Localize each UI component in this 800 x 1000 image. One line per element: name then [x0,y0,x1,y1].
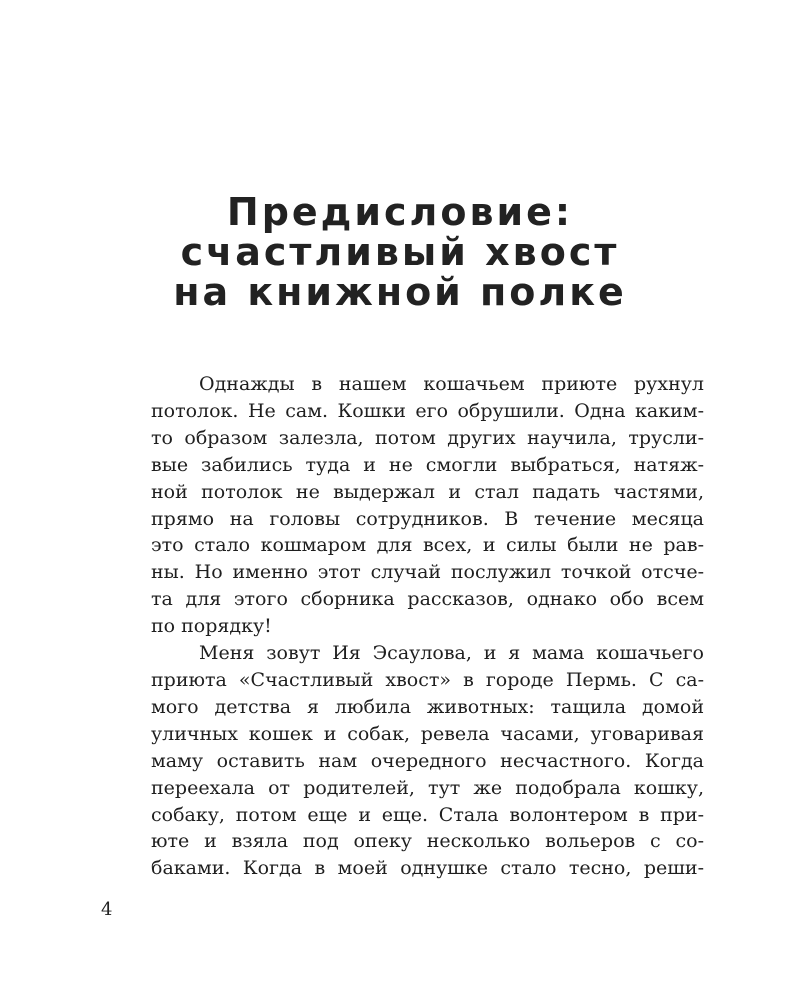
text-line: вые забились туда и не смогли выбраться, натяж- [151,453,704,476]
text-line: ной потолок не выдержал и стал падать частями, [151,480,704,503]
text-line: Однажды в нашем кошачьем приюте рухнул [199,373,704,395]
text-line: то образом залезла, потом других научила, трусли- [151,426,704,449]
paragraph-1 [151,371,704,640]
chapter-title [0,192,800,312]
chapter-title-line-1: Предисловие: [226,190,574,234]
text-line: юте и взяла под опеку несколько вольеров с со- [151,830,704,853]
paragraph-2 [151,640,704,882]
page-number: 4 [101,899,113,920]
text-line: маму оставить нам очередного несчастного. Когда [151,749,704,772]
text-line: потолок. Не сам. Кошки его обрушили. Одна каким- [151,399,704,422]
chapter-title-line-3: на книжной полке [173,270,627,314]
text-line: мого детства я любила животных: тащила домой [151,695,704,718]
text-line: переехала от родителей, тут же подобрала кошку, [151,776,704,799]
text-line: приюта «Счастливый хвост» в городе Пермь. С са- [151,668,704,691]
chapter-title-line-2: счастливый хвост [180,230,620,274]
text-line: та для этого сборника рассказов, однако обо всем [151,588,704,611]
text-line: баками. Когда в моей однушке стало тесно, реши- [151,857,704,880]
text-line: по порядку! [151,615,272,638]
body-text [151,371,704,882]
text-line: собаку, потом еще и еще. Стала волонтером в при- [151,803,704,826]
text-line: Меня зовут Ия Эсаулова, и я мама кошачьего [199,642,704,665]
text-line: ны. Но именно этот случай послужил точкой отсче- [151,561,704,584]
text-line: уличных кошек и собак, ревела часами, уговаривая [151,722,704,745]
text-line: это стало кошмаром для всех, и силы были не рав- [151,534,704,557]
text-line: прямо на головы сотрудников. В течение месяца [151,507,704,530]
